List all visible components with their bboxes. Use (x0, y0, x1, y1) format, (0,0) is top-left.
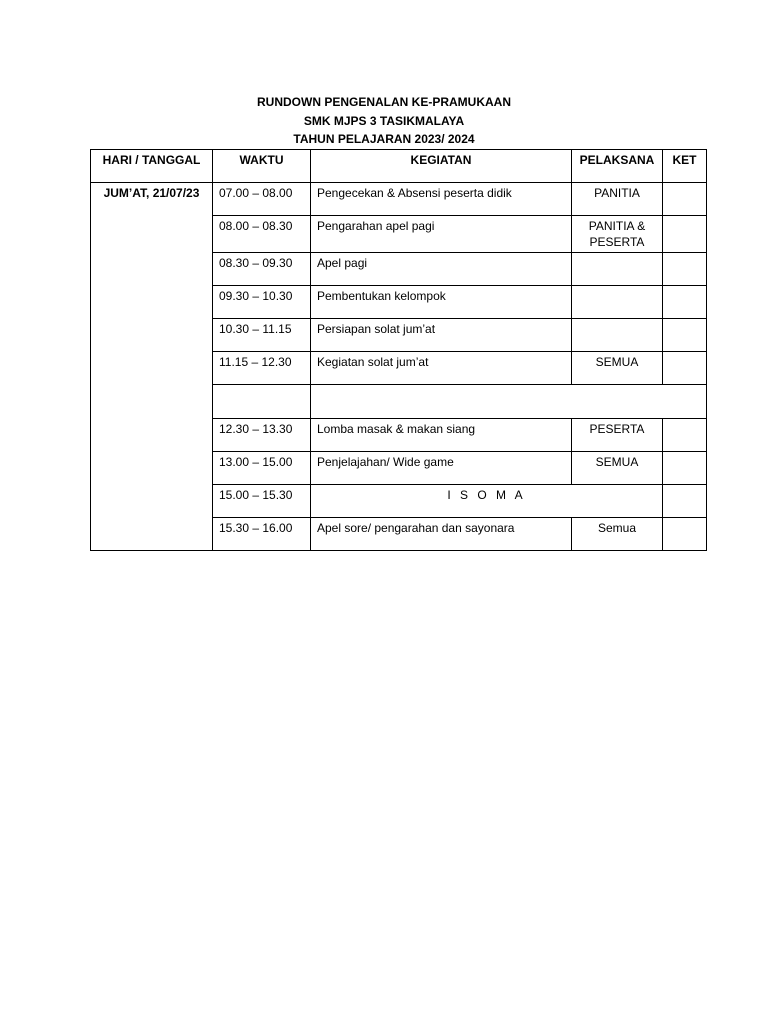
time-cell: 15.30 – 16.00 (213, 518, 311, 551)
executor-cell: SEMUA (572, 352, 663, 385)
day-date-cell: JUM’AT, 21/07/23 (91, 183, 213, 551)
executor-cell: Semua (572, 518, 663, 551)
activity-cell: Pengecekan & Absensi peserta didik (311, 183, 572, 216)
document-title: RUNDOWN PENGENALAN KE-PRAMUKAAN (257, 95, 511, 109)
column-header-ket: KET (663, 150, 707, 183)
time-cell: 08.00 – 08.30 (213, 216, 311, 253)
time-cell: 13.00 – 15.00 (213, 452, 311, 485)
time-cell (213, 385, 311, 419)
activity-cell: Pengarahan apel pagi (311, 216, 572, 253)
table-row (91, 183, 707, 216)
time-cell: 07.00 – 08.00 (213, 183, 311, 216)
time-cell: 10.30 – 11.15 (213, 319, 311, 352)
time-cell: 12.30 – 13.30 (213, 419, 311, 452)
executor-cell (572, 286, 663, 319)
activity-cell (311, 385, 707, 419)
column-header-kegiatan: KEGIATAN (311, 150, 572, 183)
note-cell (663, 286, 707, 319)
column-header-pelaksana: PELAKSANA (572, 150, 663, 183)
time-cell: 09.30 – 10.30 (213, 286, 311, 319)
note-cell (663, 452, 707, 485)
rundown-table (90, 149, 707, 551)
activity-cell: Pembentukan kelompok (311, 286, 572, 319)
executor-cell: SEMUA (572, 452, 663, 485)
activity-cell: Kegiatan solat jum’at (311, 352, 572, 385)
note-cell (663, 253, 707, 286)
note-cell (663, 352, 707, 385)
executor-cell (572, 319, 663, 352)
column-header-waktu: WAKTU (213, 150, 311, 183)
academic-year: TAHUN PELAJARAN 2023/ 2024 (293, 132, 475, 146)
school-name: SMK MJPS 3 TASIKMALAYA (303, 113, 465, 128)
activity-cell: Persiapan solat jum’at (311, 319, 572, 352)
activity-cell: Apel sore/ pengarahan dan sayonara (311, 518, 572, 551)
activity-cell: Lomba masak & makan siang (311, 419, 572, 452)
activity-cell: Apel pagi (311, 253, 572, 286)
column-header-hari: HARI / TANGGAL (91, 150, 213, 183)
note-cell (663, 419, 707, 452)
activity-cell: Penjelajahan/ Wide game (311, 452, 572, 485)
time-cell: 11.15 – 12.30 (213, 352, 311, 385)
time-cell: 15.00 – 15.30 (213, 485, 311, 518)
executor-cell (572, 253, 663, 286)
executor-cell: PANITIA (572, 183, 663, 216)
time-cell: 08.30 – 09.30 (213, 253, 311, 286)
note-cell (663, 518, 707, 551)
note-cell (663, 485, 707, 518)
note-cell (663, 216, 707, 253)
note-cell (663, 183, 707, 216)
executor-cell: PESERTA (572, 419, 663, 452)
document-header (0, 93, 768, 149)
table-header-row (91, 150, 707, 183)
note-cell (663, 319, 707, 352)
isoma-break-cell: I S O M A (311, 485, 663, 518)
executor-cell: PANITIA & PESERTA (572, 216, 663, 253)
